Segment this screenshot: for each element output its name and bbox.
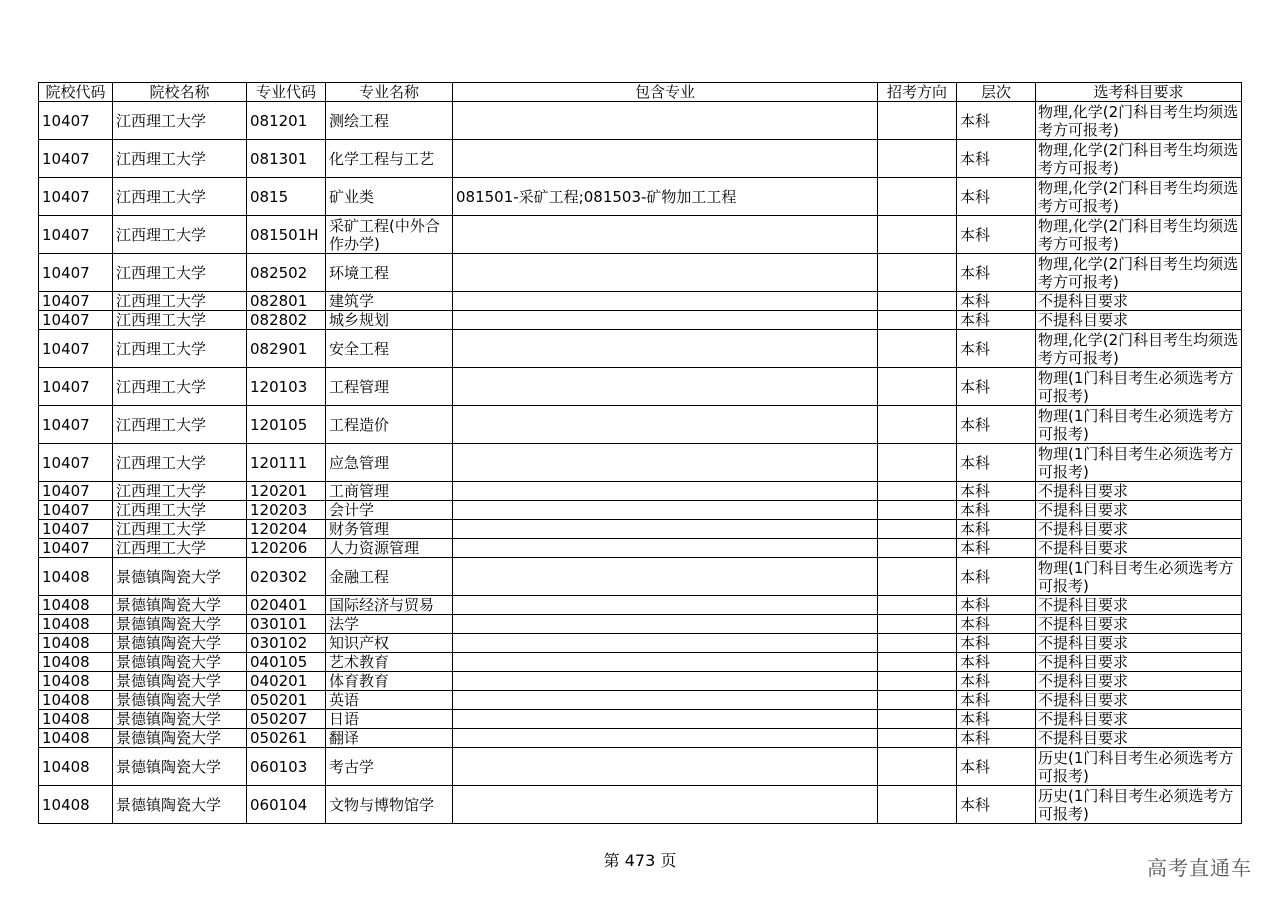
cell-subject-req: 历史(1门科目考生必须选考方可报考) [1036,748,1242,786]
cell-school-name: 江西理工大学 [113,501,247,520]
cell-school-code: 10407 [39,102,113,140]
cell-direction [878,596,957,615]
cell-direction [878,330,957,368]
cell-school-name: 景德镇陶瓷大学 [113,653,247,672]
cell-major-name: 人力资源管理 [326,539,453,558]
cell-major-code: 050207 [247,710,326,729]
cell-school-code: 10407 [39,254,113,292]
cell-level: 本科 [957,729,1036,748]
cell-school-code: 10408 [39,558,113,596]
cell-major-code: 082802 [247,311,326,330]
header-subject-req: 选考科目要求 [1036,83,1242,102]
table-row [39,406,1242,444]
cell-school-name: 景德镇陶瓷大学 [113,558,247,596]
cell-level: 本科 [957,501,1036,520]
cell-major-name: 工程造价 [326,406,453,444]
cell-subject-req: 不提科目要求 [1036,539,1242,558]
cell-includes [453,254,878,292]
header-school-code: 院校代码 [39,83,113,102]
cell-direction [878,368,957,406]
cell-school-code: 10407 [39,501,113,520]
cell-school-code: 10407 [39,216,113,254]
cell-subject-req: 不提科目要求 [1036,615,1242,634]
cell-school-name: 江西理工大学 [113,368,247,406]
cell-school-name: 景德镇陶瓷大学 [113,748,247,786]
cell-school-name: 江西理工大学 [113,292,247,311]
cell-school-name: 江西理工大学 [113,140,247,178]
cell-major-name: 体育教育 [326,672,453,691]
cell-major-name: 艺术教育 [326,653,453,672]
cell-direction [878,634,957,653]
table-row [39,501,1242,520]
cell-includes [453,729,878,748]
cell-subject-req: 物理,化学(2门科目考生均须选考方可报考) [1036,254,1242,292]
cell-school-code: 10408 [39,710,113,729]
cell-school-name: 江西理工大学 [113,406,247,444]
cell-level: 本科 [957,254,1036,292]
cell-includes [453,368,878,406]
cell-includes [453,311,878,330]
cell-subject-req: 物理,化学(2门科目考生均须选考方可报考) [1036,102,1242,140]
cell-major-code: 082901 [247,330,326,368]
cell-direction [878,178,957,216]
cell-major-code: 0815 [247,178,326,216]
cell-subject-req: 物理(1门科目考生必须选考方可报考) [1036,406,1242,444]
page-number: 第 473 页 [603,851,677,870]
cell-major-name: 日语 [326,710,453,729]
header-major-code: 专业代码 [247,83,326,102]
cell-school-code: 10408 [39,672,113,691]
cell-school-code: 10408 [39,691,113,710]
header-direction: 招考方向 [878,83,957,102]
cell-school-code: 10407 [39,311,113,330]
cell-includes [453,140,878,178]
header-level: 层次 [957,83,1036,102]
cell-major-code: 060104 [247,786,326,824]
cell-major-name: 城乡规划 [326,311,453,330]
cell-subject-req: 物理(1门科目考生必须选考方可报考) [1036,368,1242,406]
table-row [39,691,1242,710]
cell-subject-req: 不提科目要求 [1036,520,1242,539]
cell-includes [453,330,878,368]
watermark-logo-text: 高考直通车 [1147,856,1252,880]
admission-table [38,82,1242,824]
cell-major-name: 采矿工程(中外合作办学) [326,216,453,254]
cell-major-name: 考古学 [326,748,453,786]
cell-includes [453,444,878,482]
cell-includes [453,482,878,501]
cell-major-name: 建筑学 [326,292,453,311]
table-row [39,710,1242,729]
cell-school-name: 江西理工大学 [113,178,247,216]
cell-subject-req: 不提科目要求 [1036,634,1242,653]
cell-level: 本科 [957,596,1036,615]
cell-major-name: 工程管理 [326,368,453,406]
cell-school-code: 10407 [39,292,113,311]
cell-major-name: 财务管理 [326,520,453,539]
table-row [39,615,1242,634]
table-row [39,178,1242,216]
table-row [39,520,1242,539]
cell-direction [878,292,957,311]
cell-school-code: 10408 [39,596,113,615]
header-row [39,83,1242,102]
cell-includes [453,634,878,653]
cell-school-name: 江西理工大学 [113,482,247,501]
cell-school-name: 景德镇陶瓷大学 [113,729,247,748]
cell-level: 本科 [957,311,1036,330]
cell-major-name: 文物与博物馆学 [326,786,453,824]
cell-school-name: 江西理工大学 [113,444,247,482]
cell-level: 本科 [957,102,1036,140]
cell-subject-req: 物理,化学(2门科目考生均须选考方可报考) [1036,178,1242,216]
cell-school-name: 景德镇陶瓷大学 [113,691,247,710]
cell-direction [878,672,957,691]
cell-school-name: 景德镇陶瓷大学 [113,786,247,824]
cell-subject-req: 不提科目要求 [1036,482,1242,501]
table-row [39,330,1242,368]
cell-school-code: 10407 [39,406,113,444]
cell-direction [878,786,957,824]
cell-major-code: 120105 [247,406,326,444]
cell-direction [878,691,957,710]
cell-level: 本科 [957,539,1036,558]
cell-subject-req: 物理(1门科目考生必须选考方可报考) [1036,444,1242,482]
cell-level: 本科 [957,634,1036,653]
cell-major-code: 120103 [247,368,326,406]
table-row [39,368,1242,406]
cell-major-code: 060103 [247,748,326,786]
cell-major-name: 翻译 [326,729,453,748]
cell-level: 本科 [957,292,1036,311]
cell-school-code: 10408 [39,748,113,786]
cell-major-code: 040105 [247,653,326,672]
cell-major-name: 法学 [326,615,453,634]
cell-includes [453,102,878,140]
cell-subject-req: 物理,化学(2门科目考生均须选考方可报考) [1036,216,1242,254]
table-row [39,539,1242,558]
cell-direction [878,748,957,786]
cell-major-code: 030102 [247,634,326,653]
cell-includes [453,292,878,311]
cell-includes [453,748,878,786]
cell-direction [878,710,957,729]
cell-major-name: 会计学 [326,501,453,520]
table-row [39,748,1242,786]
cell-direction [878,653,957,672]
cell-major-code: 050261 [247,729,326,748]
cell-includes [453,596,878,615]
header-major-name: 专业名称 [326,83,453,102]
cell-subject-req: 物理,化学(2门科目考生均须选考方可报考) [1036,330,1242,368]
cell-includes [453,406,878,444]
table-row [39,216,1242,254]
cell-major-code: 120206 [247,539,326,558]
cell-subject-req: 历史(1门科目考生必须选考方可报考) [1036,786,1242,824]
cell-major-name: 测绘工程 [326,102,453,140]
cell-level: 本科 [957,653,1036,672]
cell-level: 本科 [957,748,1036,786]
table-row [39,102,1242,140]
cell-direction [878,254,957,292]
cell-major-code: 081501H [247,216,326,254]
cell-major-name: 工商管理 [326,482,453,501]
cell-includes [453,501,878,520]
cell-direction [878,539,957,558]
cell-school-name: 景德镇陶瓷大学 [113,615,247,634]
cell-includes [453,653,878,672]
cell-level: 本科 [957,520,1036,539]
cell-subject-req: 不提科目要求 [1036,710,1242,729]
cell-level: 本科 [957,444,1036,482]
cell-major-code: 030101 [247,615,326,634]
cell-direction [878,102,957,140]
cell-major-code: 082801 [247,292,326,311]
table-row [39,596,1242,615]
cell-includes [453,216,878,254]
cell-direction [878,216,957,254]
cell-subject-req: 物理,化学(2门科目考生均须选考方可报考) [1036,140,1242,178]
cell-school-code: 10407 [39,520,113,539]
cell-direction [878,558,957,596]
cell-school-name: 江西理工大学 [113,539,247,558]
cell-subject-req: 不提科目要求 [1036,691,1242,710]
cell-includes [453,710,878,729]
cell-school-name: 景德镇陶瓷大学 [113,634,247,653]
cell-major-code: 020302 [247,558,326,596]
cell-includes [453,691,878,710]
table-row [39,672,1242,691]
cell-includes [453,786,878,824]
cell-direction [878,311,957,330]
cell-subject-req: 不提科目要求 [1036,653,1242,672]
cell-includes [453,558,878,596]
cell-level: 本科 [957,330,1036,368]
cell-level: 本科 [957,615,1036,634]
cell-level: 本科 [957,482,1036,501]
table-row [39,558,1242,596]
cell-major-code: 120111 [247,444,326,482]
cell-direction [878,520,957,539]
cell-direction [878,615,957,634]
cell-direction [878,140,957,178]
table-row [39,292,1242,311]
cell-school-name: 景德镇陶瓷大学 [113,672,247,691]
cell-school-code: 10407 [39,330,113,368]
cell-school-name: 江西理工大学 [113,330,247,368]
cell-level: 本科 [957,786,1036,824]
cell-subject-req: 不提科目要求 [1036,672,1242,691]
cell-subject-req: 不提科目要求 [1036,292,1242,311]
cell-school-name: 江西理工大学 [113,254,247,292]
cell-includes [453,672,878,691]
cell-major-name: 安全工程 [326,330,453,368]
cell-major-name: 英语 [326,691,453,710]
cell-school-name: 江西理工大学 [113,102,247,140]
cell-subject-req: 不提科目要求 [1036,501,1242,520]
cell-school-name: 江西理工大学 [113,311,247,330]
cell-major-name: 化学工程与工艺 [326,140,453,178]
cell-major-code: 120203 [247,501,326,520]
cell-major-code: 082502 [247,254,326,292]
cell-school-code: 10408 [39,786,113,824]
cell-school-code: 10408 [39,615,113,634]
cell-level: 本科 [957,178,1036,216]
cell-school-name: 景德镇陶瓷大学 [113,596,247,615]
cell-major-code: 120201 [247,482,326,501]
cell-level: 本科 [957,672,1036,691]
table-row [39,786,1242,824]
table-row [39,444,1242,482]
cell-school-code: 10408 [39,729,113,748]
cell-major-code: 081201 [247,102,326,140]
table-row [39,729,1242,748]
cell-major-code: 050201 [247,691,326,710]
cell-school-code: 10407 [39,178,113,216]
cell-includes: 081501-采矿工程;081503-矿物加工工程 [453,178,878,216]
cell-includes [453,615,878,634]
cell-level: 本科 [957,406,1036,444]
cell-subject-req: 不提科目要求 [1036,729,1242,748]
cell-direction [878,406,957,444]
cell-direction [878,444,957,482]
cell-major-name: 国际经济与贸易 [326,596,453,615]
table-row [39,254,1242,292]
table-row [39,653,1242,672]
cell-level: 本科 [957,140,1036,178]
table-row [39,634,1242,653]
cell-school-code: 10407 [39,368,113,406]
cell-school-code: 10407 [39,482,113,501]
cell-major-code: 020401 [247,596,326,615]
cell-major-name: 知识产权 [326,634,453,653]
cell-subject-req: 不提科目要求 [1036,311,1242,330]
cell-includes [453,539,878,558]
cell-school-code: 10407 [39,539,113,558]
cell-school-code: 10407 [39,444,113,482]
cell-includes [453,520,878,539]
cell-school-name: 景德镇陶瓷大学 [113,710,247,729]
table-body [39,102,1242,824]
cell-level: 本科 [957,368,1036,406]
table-row [39,482,1242,501]
cell-major-code: 120204 [247,520,326,539]
cell-school-code: 10407 [39,140,113,178]
cell-level: 本科 [957,691,1036,710]
cell-major-name: 应急管理 [326,444,453,482]
cell-subject-req: 物理(1门科目考生必须选考方可报考) [1036,558,1242,596]
cell-subject-req: 不提科目要求 [1036,596,1242,615]
cell-direction [878,729,957,748]
cell-school-name: 江西理工大学 [113,216,247,254]
cell-major-name: 金融工程 [326,558,453,596]
cell-level: 本科 [957,710,1036,729]
cell-major-name: 环境工程 [326,254,453,292]
cell-school-name: 江西理工大学 [113,520,247,539]
table-row [39,311,1242,330]
header-includes: 包含专业 [453,83,878,102]
cell-direction [878,482,957,501]
cell-major-code: 081301 [247,140,326,178]
header-school-name: 院校名称 [113,83,247,102]
table-row [39,140,1242,178]
cell-level: 本科 [957,216,1036,254]
cell-direction [878,501,957,520]
cell-school-code: 10408 [39,653,113,672]
cell-level: 本科 [957,558,1036,596]
cell-major-name: 矿业类 [326,178,453,216]
cell-school-code: 10408 [39,634,113,653]
cell-major-code: 040201 [247,672,326,691]
